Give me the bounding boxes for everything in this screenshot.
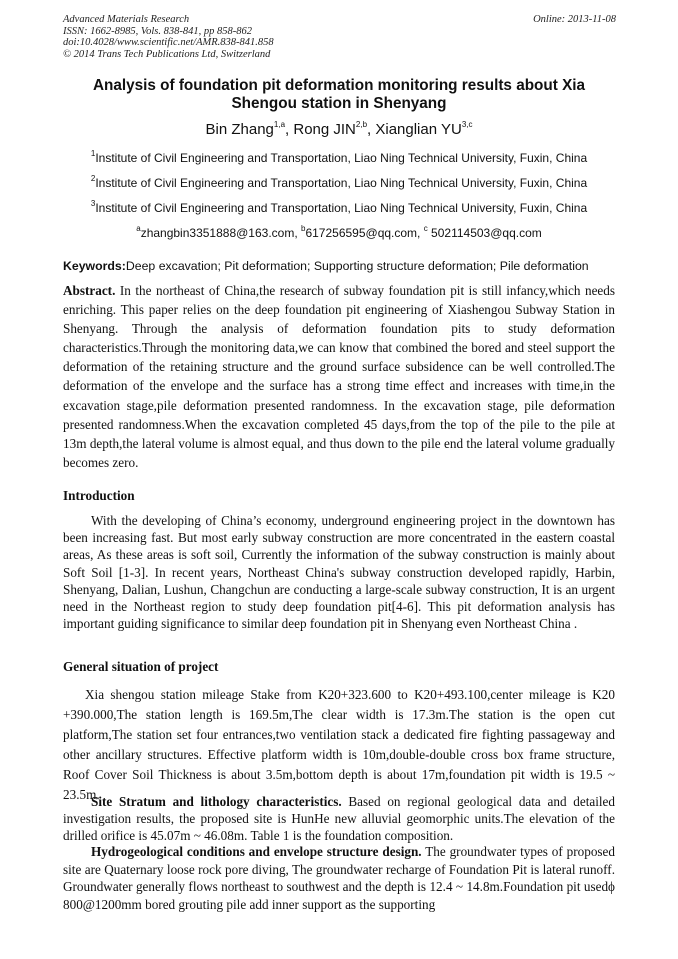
affiliation-sup: 3 [90, 199, 96, 208]
affiliation-2 [63, 176, 615, 190]
affiliation-sup: 2 [90, 174, 96, 183]
author-sup: 1,a [273, 120, 286, 129]
copyright-line: © 2014 Trans Tech Publications Ltd, Switzerland [63, 48, 271, 60]
email-list [63, 226, 615, 240]
introduction-heading: Introduction [63, 488, 135, 503]
site-stratum-text: Based on regional geological data and detailed investigation results, the proposed site is HunHe new alluvial geomorphic units.The elevation of the drilled orifice is 45.07m ~ 46.08m. Table 1 is the foundation composition. [63, 794, 615, 843]
email-link: 502114503@qq.com [427, 226, 542, 240]
author-list [63, 121, 615, 139]
email-sup: b [301, 224, 306, 233]
email-sup: a [136, 224, 141, 233]
general-situation-paragraph: Xia shengou station mileage Stake from K20+323.600 to K20+493.100,center mileage is K20 +390.000,The station length is 169.5m,The clear width is 17.3m.The station is the open cut platform,The station set four entrances,two ventilation stack a dedicated fire fighting passageway and other ancillary structures. Effective platform width is 10m,double-double cross box frame structure, Roof Cover Soil Thickness is about 3.5m,bottom depth is about 17m,foundation pit width is 19.5 ~ 23.5m. [63, 687, 615, 802]
site-stratum-paragraph [63, 793, 615, 844]
affiliation-3 [63, 201, 615, 215]
abstract-label: Abstract. [63, 283, 116, 298]
keywords [63, 259, 615, 273]
affiliation-1 [63, 151, 615, 165]
affiliation-sup: 1 [90, 149, 96, 158]
keywords-text: Deep excavation; Pit deformation; Supporting structure deformation; Pile deformation [125, 259, 589, 273]
doi-line: doi:10.4028/www.scientific.net/AMR.838-841.858 [63, 37, 274, 48]
email-sup: c [423, 224, 428, 233]
abstract-text: In the northeast of China,the research of subway foundation pit is still infancy,which needs enriching. This paper relies on the deep foundation pit engineering of Xiashengou Subway Station in Shenyang. Through the analysis of deformation foundation pits to study deformation characteristics.Through the monitoring data,we can know that combined the bored and steel support the deformation of the retaining structure and the ground surface subsidence can be well controlled.The deformation of the envelope and the surface has a strong time effect and increases with time,in the excavation stage,pile deformation presented randomness. In the excavation stage, pile deformation presented randomness.When the excavation completed 45 days,from the top of the pile to the pile at 13m depth,the lateral volume is almost equal, and thus down to the pile end the lateral volume gradually becomes zero. [63, 283, 615, 470]
hydrogeological-label: Hydrogeological conditions and envelope structure design. [91, 844, 422, 859]
author-name: Bin Zhang [205, 121, 274, 138]
title-line-2: Shengou station in Shenyang [231, 95, 447, 112]
author-sup: 3,c [461, 120, 473, 129]
keywords-label: Keywords: [63, 259, 126, 273]
general-situation-heading: General situation of project [63, 659, 219, 674]
journal-meta [63, 14, 274, 60]
journal-name: Advanced Materials Research [63, 14, 190, 25]
author-separator: , [285, 121, 294, 138]
online-date: Online: 2013-11-08 [533, 14, 616, 25]
title-line-1: Analysis of foundation pit deformation monitoring results about Xia [92, 77, 586, 94]
email-link: zhangbin3351888@163.com, [140, 226, 301, 240]
email-link: 617256595@qq.com, [305, 226, 424, 240]
paper-title [63, 77, 615, 113]
author-separator: , [367, 121, 376, 138]
hydrogeological-text: The groundwater types of proposed site are Quaternary loose rock pore diving, The groundwater recharge of Foundation Pit is lateral runoff. Groundwater generally flows northeast to southwest and the depth is 12.4 ~ 14.8m.Foundation pit usedϕ 800@1200mm bored grouting pile add inner support as the supporting [63, 844, 615, 912]
affiliation-text: Institute of Civil Engineering and Transportation, Liao Ning Technical University, Fuxin, China [95, 201, 588, 215]
author-sup: 2,b [355, 120, 368, 129]
introduction-paragraph: With the developing of China’s economy, underground engineering project in the downtown has been increasing fast. But most early subway construction are more concentrated in the eastern coastal areas, As these areas is soft soil, Currently the information of the subway construction is mainly about Soft Soil [1-3]. In recent years, Northeast China's subway construction developed rapidly, Harbin, Shenyang, Dalian, Lushun, Changchun are conducting a large-scale subway construction, It is an urgent need in the Northeast region to study deep foundation pit[4-6]. This pit deformation analysis has important guiding significance to similar deep foundation pit in Shenyang even Northeast China . [63, 513, 615, 632]
hydrogeological-paragraph [63, 843, 615, 913]
site-stratum-label: Site Stratum and lithology characteristics. [91, 794, 342, 809]
author-name: Xianglian YU [375, 121, 462, 138]
affiliation-text: Institute of Civil Engineering and Transportation, Liao Ning Technical University, Fuxin, China [95, 151, 588, 165]
issn-line: ISSN: 1662-8985, Vols. 838-841, pp 858-862 [63, 25, 252, 37]
author-name: Rong JIN [293, 121, 356, 138]
abstract [63, 281, 615, 472]
affiliation-text: Institute of Civil Engineering and Transportation, Liao Ning Technical University, Fuxin, China [95, 176, 588, 190]
